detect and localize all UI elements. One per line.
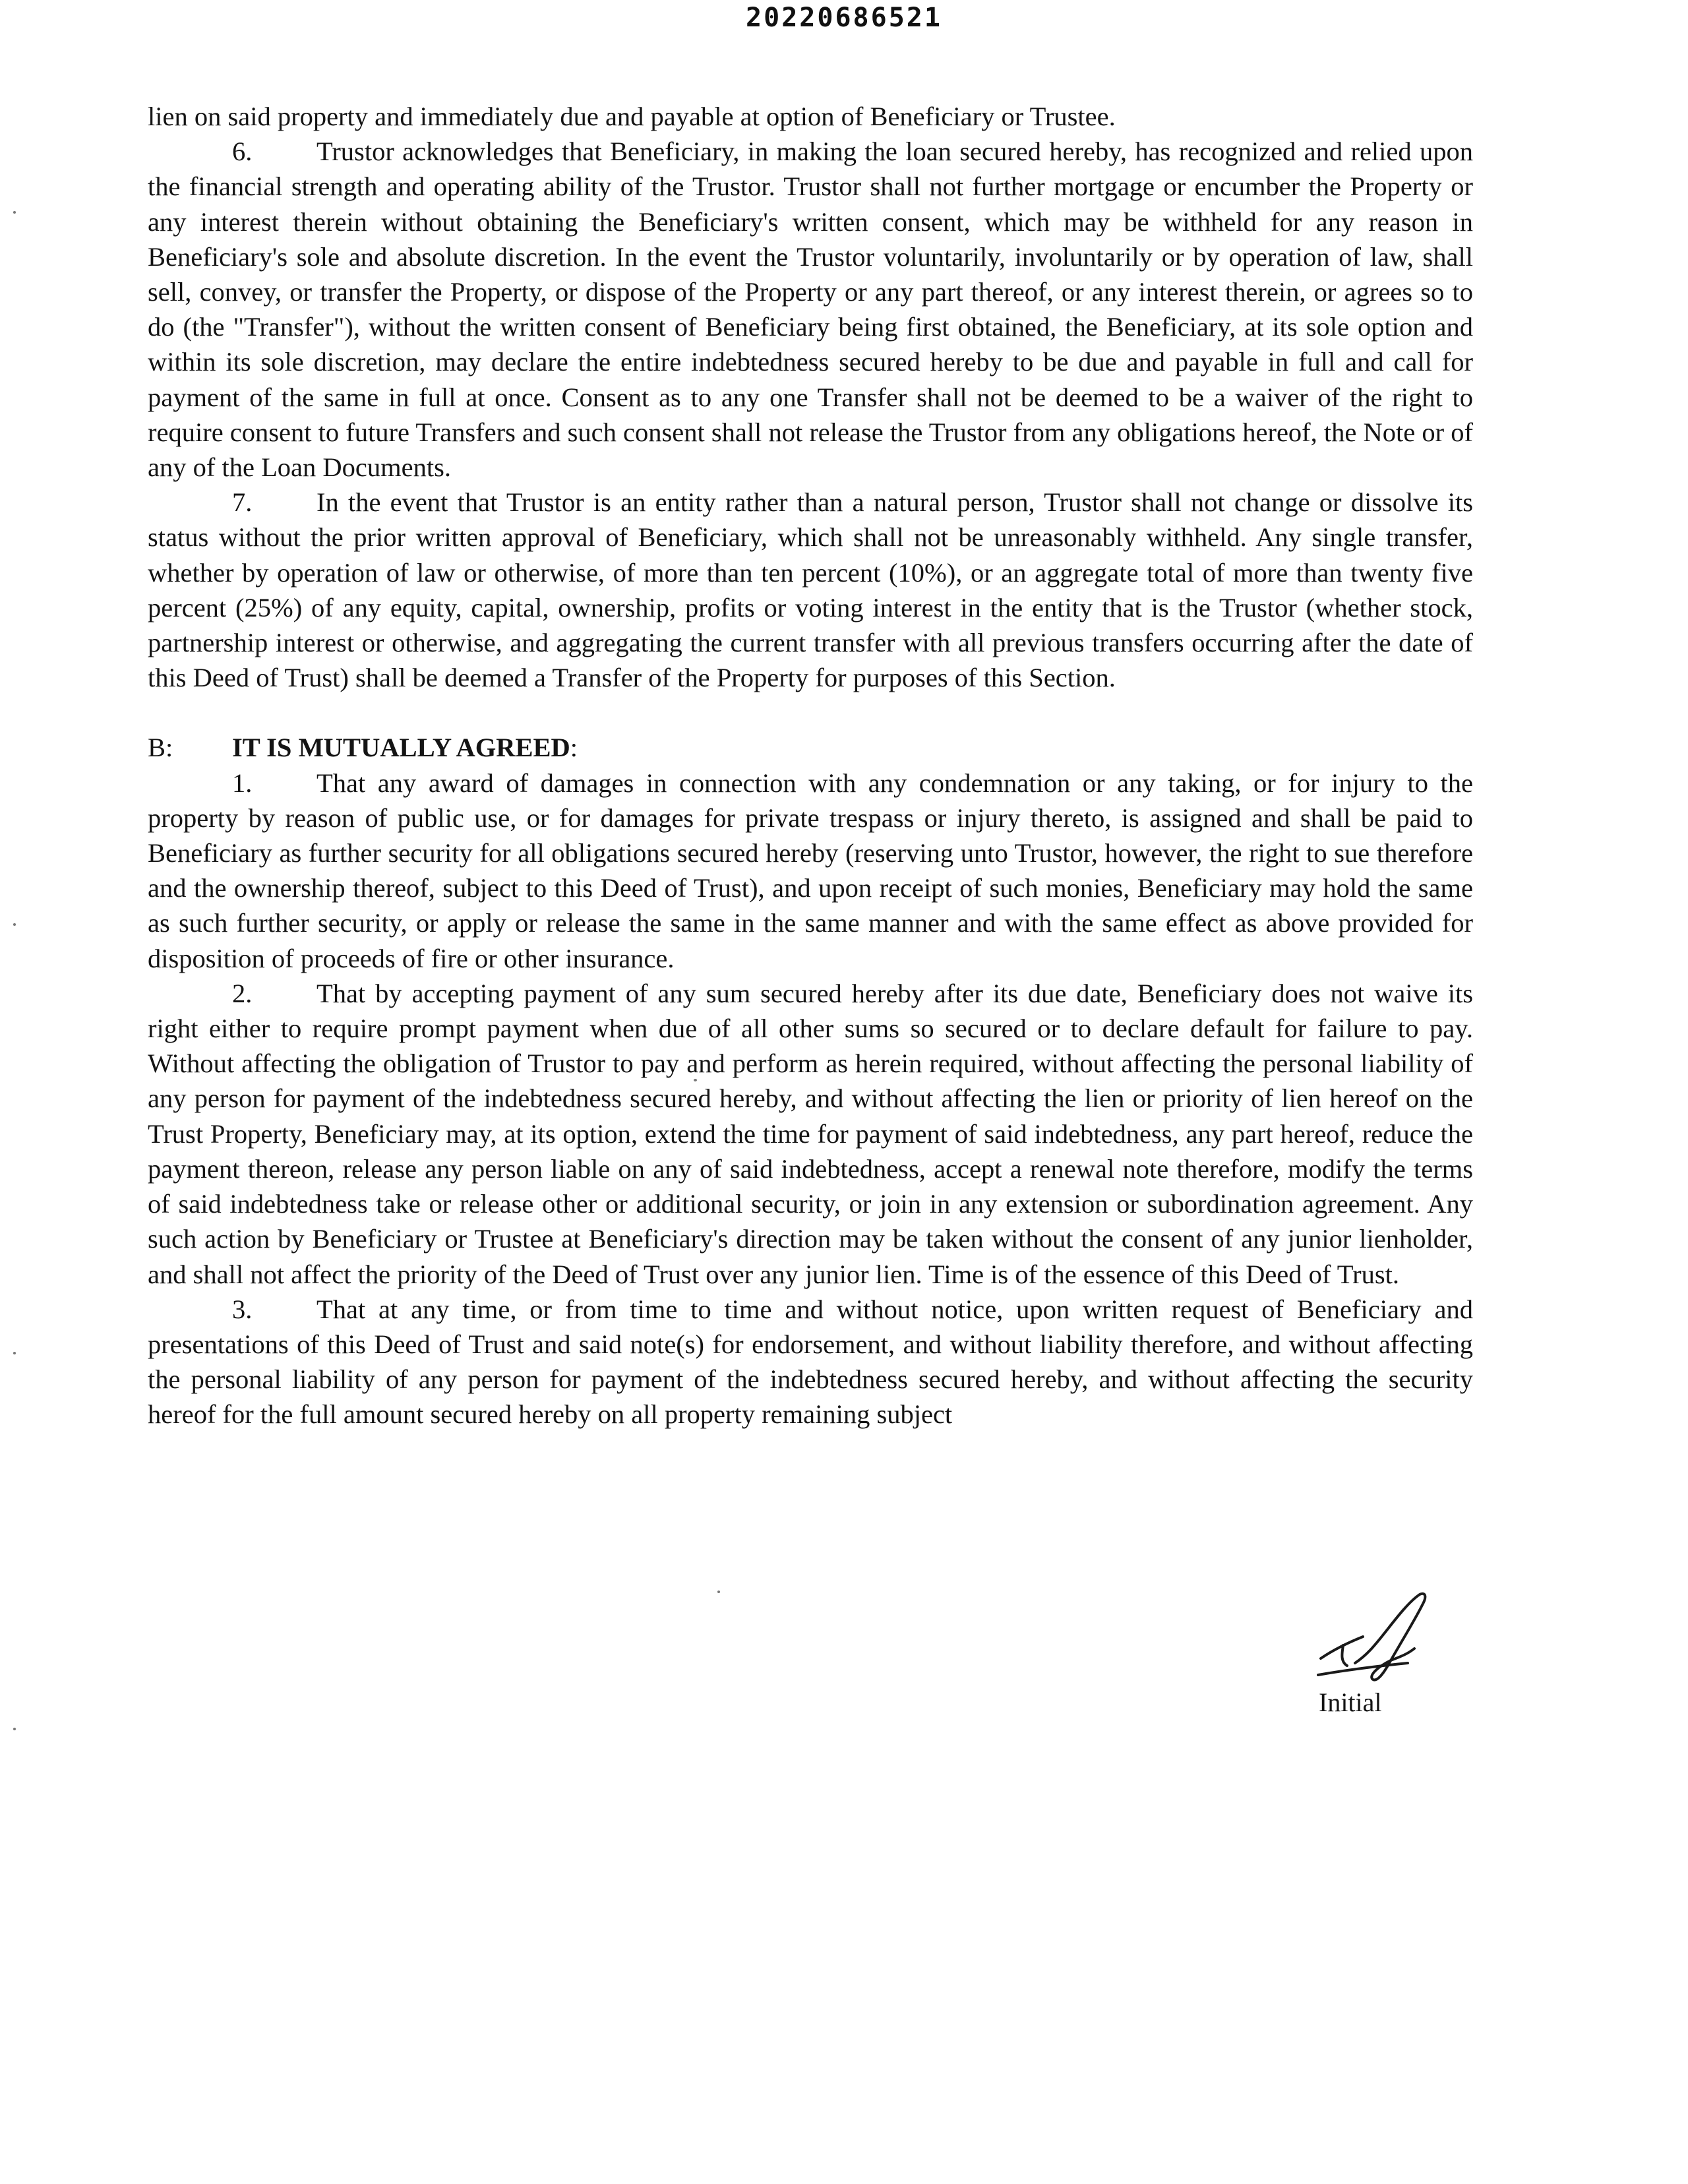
scan-speck	[717, 1591, 720, 1593]
section-b-heading	[148, 730, 1473, 765]
handwritten-initials-signature	[1309, 1583, 1467, 1695]
initial-block	[1309, 1583, 1467, 1728]
paragraph-text: Trustor acknowledges that Beneficiary, in making the loan secured hereby, has recognized and relied upon the financial strength and operating ability of the Trustor. Trustor shall not further mortgage or encumber the Property or any interest therein without obtaining the Beneficiary's written consent, which may be withheld for any reason in Beneficiary's sole and absolute discretion. In the event the Trustor voluntarily, involuntarily or by operation of law, shall sell, convey, or transfer the Property, or dispose of the Property or any part thereof, or any interest therein, or agrees so to do (the "Transfer"), without the written consent of Beneficiary being first obtained, the Beneficiary, at its sole option and within its sole discretion, may declare the entire indebtedness secured hereby to be due and payable in full and call for payment of the same in full at once. Consent as to any one Transfer shall not be deemed to be a waiver of the right to require consent to future Transfers and such consent shall not release the Trustor from any obligations hereof, the Note or of any of the Loan Documents.	[148, 136, 1473, 483]
document-body	[148, 99, 1473, 1432]
paragraph-number: 3.	[232, 1294, 253, 1324]
scan-speck	[13, 211, 16, 214]
paragraph-b3	[148, 1292, 1473, 1432]
paragraph-text: In the event that Trustor is an entity rather than a natural person, Trustor shall not change or dissolve its status without the prior written approval of Beneficiary, which shall not be unreasonably withheld. Any single transfer, whether by operation of law or otherwise, of more than ten percent (10%), or an aggregate total of more than twenty five percent (25%) of any equity, capital, ownership, profits or voting interest in the entity that is the Trustor (whether stock, partnership interest or otherwise, and aggregating the current transfer with all previous transfers occurring after the date of this Deed of Trust) shall be deemed a Transfer of the Property for purposes of this Section.	[148, 487, 1473, 693]
section-title: IT IS MUTUALLY AGREED	[232, 733, 570, 763]
scan-speck	[13, 1728, 16, 1730]
paragraph-b2	[148, 976, 1473, 1292]
paragraph-number: 2.	[232, 978, 253, 1008]
scan-speck	[13, 923, 16, 926]
paragraph-text: That by accepting payment of any sum secured hereby after its due date, Beneficiary does not waive its right either to require prompt payment when due of all other sums so secured or to declare default for failure to pay. Without affecting the obligation of Trustor to pay and perform as herein required, without affecting the personal liability of any person for payment of the indebtedness secured hereby, and without affecting the lien or priority of lien hereof on the Trust Property, Beneficiary may, at its option, extend the time for payment of said indebtedness, any part hereof, reduce the payment thereon, release any person liable on any of said indebtedness, accept a renewal note therefore, modify the terms of said indebtedness take or release other or additional security, or join in any extension or subordination agreement. Any such action by Beneficiary or Trustee at Beneficiary's direction may be taken without the consent of any junior lienholder, and shall not affect the priority of the Deed of Trust over any junior lien. Time is of the essence of this Deed of Trust.	[148, 978, 1473, 1289]
initial-label: Initial	[1319, 1687, 1382, 1717]
scan-speck	[694, 1079, 697, 1081]
paragraph-text: That any award of damages in connection with any condemnation or any taking, or for injury to the property by reason of public use, or for damages for private trespass or injury thereto, is assigned and shall be paid to Beneficiary as further security for all obligations secured hereby (reserving unto Trustor, however, the right to sue therefore and the ownership thereof, subject to this Deed of Trust), and upon receipt of such monies, Beneficiary may hold the same as such further security, or apply or release the same in the same manner and with the same effect as above provided for disposition of proceeds of fire or other insurance.	[148, 768, 1473, 973]
section-title-suffix: :	[570, 733, 578, 763]
paragraph-b1	[148, 766, 1473, 976]
paragraph-number: 1.	[232, 768, 253, 798]
paragraph-text: That at any time, or from time to time and without notice, upon written request of Beneficiary and presentations of this Deed of Trust and said note(s) for endorsement, and without liability therefore, and without affecting the personal liability of any person for payment of the indebtedness secured hereby, and without affecting the security hereof for the full amount secured hereby on all property remaining subject	[148, 1294, 1473, 1430]
intro-continuation: lien on said property and immediately due and payable at option of Beneficiary or Trustee.	[148, 102, 1116, 131]
document-number: 20220686521	[746, 3, 942, 33]
paragraph-7	[148, 485, 1473, 695]
section-label: B:	[148, 733, 173, 763]
paragraph-number: 6.	[232, 136, 253, 167]
paragraph-number: 7.	[232, 487, 253, 518]
scan-speck	[13, 1352, 16, 1354]
paragraph-6	[148, 134, 1473, 485]
